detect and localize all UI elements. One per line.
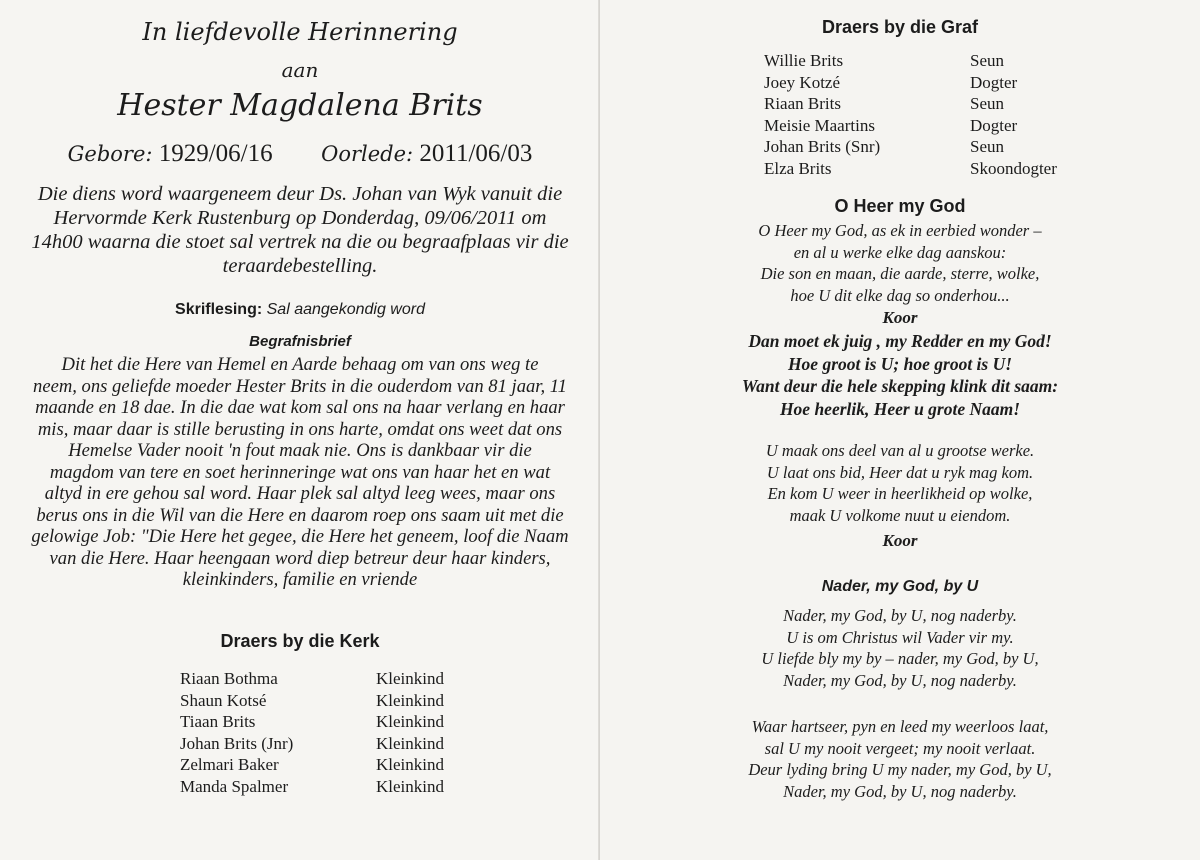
bearer-name: Elza Brits [764, 158, 832, 178]
bearer-row [180, 733, 444, 755]
bearer-relation: Dogter [970, 72, 1018, 92]
verse-line: Nader, my God, by U, nog naderby. [783, 781, 1017, 801]
verse-line: U liefde bly my by – nader, my God, by U, [761, 649, 1039, 668]
chorus-line: Hoe groot is U; hoe groot is U! [787, 353, 1013, 374]
graf-bearers-heading: Draers by die Graf [821, 17, 979, 37]
bearer-name: Joey Kotzé [764, 72, 841, 92]
bearer-relation: Kleinkind [376, 690, 444, 710]
verse-line: Nader, my God, by U, nog naderby. [783, 670, 1017, 690]
begrafnisbrief-text [28, 354, 572, 591]
koor-label: Koor [882, 308, 918, 327]
dates-line [0, 140, 600, 168]
verse-line: Nader, my God, by U, nog naderby. [783, 606, 1017, 625]
died-label: Oorlede: [321, 142, 414, 166]
verse-line: sal U my nooit vergeet; my nooit verlaat. [764, 738, 1036, 758]
verse-line: U maak ons deel van al u grootse werke. [765, 441, 1035, 460]
begrafnisbrief-heading: Begrafnisbrief [249, 333, 351, 350]
verse-line: En kom U weer in heerlikheid op wolke, [767, 484, 1033, 503]
skriflesing-value: Sal aangekondig word [266, 301, 425, 318]
kerk-bearers-list [180, 668, 444, 797]
chorus-line: Dan moet ek juig , my Redder en my God! [748, 331, 1052, 351]
brief-line: maande en 18 dae. In die dae wat kom sal ons na haar verlang en haar [35, 397, 565, 418]
song2-verse1 [600, 605, 1200, 691]
brief-line: Dit het die Here van Hemel en Aarde behaag om van ons weg te [61, 354, 539, 375]
brief-line: altyd in ere gehou sal word. Haar plek sal altyd leeg wees, maar ons [44, 483, 556, 504]
bearer-name: Johan Brits (Snr) [764, 137, 881, 156]
bearer-row [764, 136, 1057, 158]
service-line: Die diens word waargeneem deur Ds. Johan van Wyk vanuit die [37, 183, 563, 205]
bearer-name: Riaan Bothma [180, 669, 278, 688]
chorus-line: Want deur die hele skepping klink dit saam: [741, 376, 1059, 396]
memorial-title-aan: aan [281, 58, 319, 82]
bearer-relation: Kleinkind [376, 712, 444, 731]
bearer-row [764, 93, 1057, 115]
bearer-relation: Dogter [970, 115, 1018, 135]
verse-line: Deur lyding bring U my nader, my God, by U, [748, 760, 1052, 779]
memorial-title: In liefdevolle Herinnering [142, 18, 458, 46]
bearer-relation: Skoondogter [970, 158, 1057, 178]
service-line: teraardebestelling. [222, 255, 378, 277]
right-page [600, 0, 1200, 860]
brief-line: berus ons in die Wil van die Here en daarom roep ons saam uit met die [36, 504, 564, 526]
verse-line: O Heer my God, as ek in eerbied wonder – [758, 221, 1042, 240]
bearer-name: Riaan Brits [764, 94, 841, 113]
service-line: 14h00 waarna die stoet sal vertrek na die ou begraafplaas vir die [31, 231, 569, 253]
bearer-row [180, 711, 444, 733]
bearer-row [180, 776, 444, 798]
bearer-relation: Seun [970, 51, 1004, 70]
song1-chorus [600, 330, 1200, 420]
song1-verse2 [600, 440, 1200, 526]
bearer-row [764, 72, 1057, 94]
brief-line: mis, maar daar is stille berusting in ons harte, omdat ons weet dat ons [37, 418, 563, 440]
service-line: Hervormde Kerk Rustenburg op Donderdag, 09/06/2011 om [53, 207, 547, 229]
song1-title: O Heer my God [834, 196, 966, 216]
kerk-bearers-heading: Draers by die Kerk [220, 631, 380, 651]
bearer-row [764, 158, 1057, 180]
skriflesing-label: Skriflesing: [175, 301, 263, 318]
born-date: 1929/06/16 [158, 140, 273, 167]
verse-line: U laat ons bid, Heer dat u ryk mag kom. [766, 462, 1034, 482]
bearer-relation: Kleinkind [376, 669, 444, 688]
song2-verse2 [600, 716, 1200, 802]
bearer-relation: Kleinkind [376, 755, 444, 774]
bearer-relation: Kleinkind [376, 733, 444, 753]
song1-verse1 [600, 220, 1200, 306]
service-details [24, 182, 576, 278]
brief-line: neem, ons geliefde moeder Hester Brits in die ouderdom van 81 jaar, 11 [33, 375, 567, 397]
born-label: Gebore: [67, 142, 153, 166]
died-date: 2011/06/03 [419, 140, 533, 167]
brief-line: gelowige Job: "Die Here het gegee, die Here het geneem, loof die Naam [31, 526, 569, 547]
bearer-name: Zelmari Baker [180, 755, 279, 774]
bearer-row [764, 50, 1057, 72]
bearer-name: Shaun Kotsé [180, 690, 267, 710]
verse-line: en al u werke elke dag aanskou: [793, 242, 1007, 262]
bearer-relation: Seun [970, 137, 1004, 156]
verse-line: Waar hartseer, pyn en leed my weerloos laat, [751, 717, 1049, 736]
bearer-name: Johan Brits (Jnr) [180, 733, 294, 753]
koor-label: Koor [882, 531, 918, 550]
graf-bearers-list [764, 50, 1057, 179]
brief-line: van die Here. Haar heengaan word diep betreur deur haar kinders, [49, 547, 551, 569]
bearer-relation: Seun [970, 94, 1004, 113]
bearer-relation: Kleinkind [376, 776, 444, 796]
bearer-row [764, 115, 1057, 137]
chorus-line: Hoe heerlik, Heer u grote Naam! [779, 398, 1021, 419]
bearer-row [180, 668, 444, 690]
bearer-name: Willie Brits [764, 51, 844, 70]
verse-line: U is om Christus wil Vader vir my. [786, 627, 1014, 647]
brief-line: kleinkinders, familie en vriende [182, 569, 418, 590]
verse-line: hoe U dit elke dag so onderhou... [790, 285, 1010, 305]
brief-line: magdom van tere en soet herinneringe wat ons van haar het en wat [49, 461, 551, 483]
song2-title: Nader, my God, by U [821, 578, 979, 595]
skriflesing [0, 301, 600, 319]
verse-line: Die son en maan, die aarde, sterre, wolke, [760, 264, 1040, 283]
bearer-row [180, 690, 444, 712]
deceased-name: Hester Magdalena Brits [117, 88, 483, 123]
bearer-row [180, 754, 444, 776]
bearer-name: Manda Spalmer [180, 776, 289, 796]
bearer-name: Tiaan Brits [180, 712, 256, 731]
bearer-name: Meisie Maartins [764, 115, 875, 135]
brief-line: Hemelse Vader nooit 'n fout maak nie. Ons is dankbaar vir die [68, 440, 532, 461]
verse-line: maak U volkome nuut u eiendom. [789, 505, 1011, 525]
